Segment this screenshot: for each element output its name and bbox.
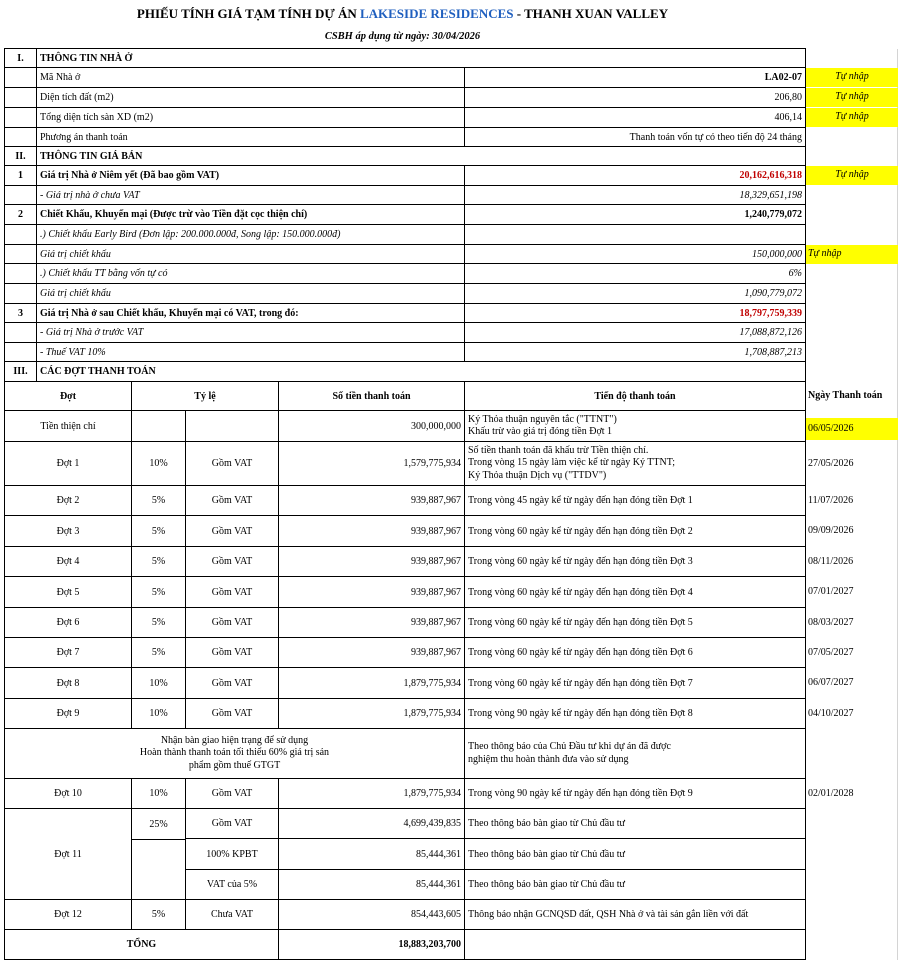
installment-label: Đợt 7 <box>5 638 132 668</box>
net-before-vat-value: 17,088,872,126 <box>465 323 806 343</box>
installment-progress: Trong vòng 60 ngày kể từ ngày đến hạn đóng tiền Đợt 3 <box>465 547 806 577</box>
installment-vat: Gồm VAT <box>186 638 279 668</box>
installment-amount: 85,444,361 <box>279 839 465 870</box>
installment-label: Đợt 5 <box>5 577 132 608</box>
early-bird-amount-value: 150,000,000 <box>465 245 806 264</box>
installment-amount: 1,879,775,934 <box>279 699 465 729</box>
net-before-vat-label: - Giá trị Nhà ở trước VAT <box>37 323 465 343</box>
header-progress: Tiến độ thanh toán <box>465 382 806 411</box>
early-bird-amount-label: Giá trị chiết khấu <box>37 245 465 264</box>
installment-amount: 939,887,967 <box>279 577 465 608</box>
installment-date: 09/09/2026 <box>808 525 854 537</box>
deposit-label: Tiền thiện chí <box>5 411 132 442</box>
input-tag: Tự nhập <box>806 68 898 87</box>
installment-date: 27/05/2026 <box>808 457 854 469</box>
unit-code-label: Mã Nhà ở <box>37 68 465 88</box>
self-fund-discount-rate: 6% <box>465 264 806 284</box>
input-tag: Tự nhập <box>806 108 898 127</box>
blank-cell <box>5 225 37 245</box>
price-excl-vat-value: 18,329,651,198 <box>465 186 806 205</box>
row-number: 3 <box>5 304 37 323</box>
deposit-progress-line: Khấu trừ vào giá trị đóng tiền Đợt 1 <box>468 426 613 437</box>
section-1-number: I. <box>5 49 37 68</box>
deposit-date: 06/05/2026 <box>806 418 898 440</box>
installment-date: 04/10/2027 <box>808 707 854 719</box>
installment-vat: Gồm VAT <box>186 442 279 486</box>
vat-value: 1,708,887,213 <box>465 343 806 362</box>
handover-condition <box>5 729 465 779</box>
input-tag: Tự nhập <box>806 88 898 107</box>
installment-vat: Chưa VAT <box>186 900 279 930</box>
installment-label: Đợt 10 <box>5 779 132 809</box>
deposit-progress-line: Ký Thỏa thuận nguyên tắc ("TTNT") <box>468 413 617 425</box>
installment-label: Đợt 2 <box>5 486 132 516</box>
discount-value: 1,240,779,072 <box>465 205 806 225</box>
installment-progress: Trong vòng 90 ngày kể từ ngày đến hạn đóng tiền Đợt 9 <box>465 779 806 809</box>
installment-vat: Gồm VAT <box>186 577 279 608</box>
installment-vat: Gồm VAT <box>186 779 279 809</box>
discount-label: Chiết Khấu, Khuyến mại (Được trừ vào Tiền đặt cọc thiện chí) <box>37 205 465 225</box>
installment-date: 07/01/2027 <box>808 586 854 598</box>
header-amount: Số tiền thanh toán <box>279 382 465 411</box>
section-1-heading: THÔNG TIN NHÀ Ở <box>37 49 806 68</box>
blank-cell <box>5 108 37 128</box>
blank-cell <box>5 264 37 284</box>
input-tag: Tự nhập <box>806 245 898 264</box>
installment-vat: Gồm VAT <box>186 608 279 638</box>
installment-pct: 10% <box>132 779 186 809</box>
blank-cell <box>465 225 806 245</box>
installment-vat: Gồm VAT <box>186 486 279 516</box>
installment-label: Đợt 9 <box>5 699 132 729</box>
installment-amount: 939,887,967 <box>279 516 465 547</box>
installment-vat: Gồm VAT <box>186 516 279 547</box>
installment-progress <box>465 442 806 486</box>
installment-vat: Gồm VAT <box>186 809 279 839</box>
installment-amount: 939,887,967 <box>279 486 465 516</box>
installment-pct: 5% <box>132 547 186 577</box>
progress-line: Số tiền thanh toán đã khấu trừ Tiền thiện chí. <box>468 444 649 456</box>
installment-progress: Thông báo nhận GCNQSD đất, QSH Nhà ở và tài sản gắn liền với đất <box>465 900 806 930</box>
land-area-label: Diện tích đất (m2) <box>37 88 465 108</box>
installment-amount: 939,887,967 <box>279 638 465 668</box>
handover-progress <box>465 729 806 779</box>
payment-plan-value: Thanh toán vốn tự có theo tiến độ 24 tháng <box>465 128 806 147</box>
row-number: 2 <box>5 205 37 225</box>
installment-label: Đợt 1 <box>5 442 132 486</box>
self-fund-discount-amount-value: 1,090,779,072 <box>465 284 806 304</box>
installment-progress: Trong vòng 60 ngày kể từ ngày đến hạn đóng tiền Đợt 4 <box>465 577 806 608</box>
installment-amount: 1,579,775,934 <box>279 442 465 486</box>
handover-line: Hoàn thành thanh toán tối thiểu 60% giá trị sản <box>139 747 330 759</box>
unit-code-value: LA02-07 <box>465 68 806 88</box>
installment-date: 11/07/2026 <box>808 494 854 506</box>
handover-line: Theo thông báo của Chủ Đầu tư khi dự án đã được <box>468 741 671 752</box>
installment-pct: 5% <box>132 900 186 930</box>
installment-pct: 5% <box>132 638 186 668</box>
blank-cell <box>5 128 37 147</box>
installment-date: 08/03/2027 <box>808 616 854 628</box>
installment-label: Đợt 12 <box>5 900 132 930</box>
input-tag: Tự nhập <box>806 166 898 185</box>
floor-area-label: Tổng diện tích sàn XD (m2) <box>37 108 465 128</box>
installment-progress: Trong vòng 60 ngày kể từ ngày đến hạn đóng tiền Đợt 7 <box>465 668 806 699</box>
land-area-value: 206,80 <box>465 88 806 108</box>
net-price-value: 18,797,759,339 <box>465 304 806 323</box>
progress-line: Ký Thỏa thuận Dịch vụ ("TTDV") <box>468 469 607 481</box>
self-fund-discount-label: .) Chiết khấu TT bằng vốn tự có <box>37 264 465 284</box>
installment-progress: Theo thông báo bàn giao từ Chủ đầu tư <box>465 870 806 900</box>
installment-amount: 939,887,967 <box>279 608 465 638</box>
installment-pct: 5% <box>132 577 186 608</box>
blank-cell <box>465 930 806 960</box>
self-fund-discount-amount-label: Giá trị chiết khấu <box>37 284 465 304</box>
installment-pct: 5% <box>132 516 186 547</box>
installment-pct: 5% <box>132 486 186 516</box>
blank-cell <box>132 411 186 442</box>
header-dot: Đợt <box>5 382 132 411</box>
blank-cell <box>5 323 37 343</box>
progress-line: Trong vòng 15 ngày làm việc kể từ ngày Ký TTNT; <box>468 457 676 469</box>
blank-cell <box>5 186 37 205</box>
installment-label: Đợt 3 <box>5 516 132 547</box>
header-ratio: Tỷ lệ <box>132 382 279 411</box>
blank-cell <box>5 68 37 88</box>
installment-amount: 4,699,439,835 <box>279 809 465 839</box>
list-price-value: 20,162,616,318 <box>465 166 806 186</box>
floor-area-value: 406,14 <box>465 108 806 128</box>
installment-label: Đợt 6 <box>5 608 132 638</box>
installment-amount: 1,879,775,934 <box>279 668 465 699</box>
section-2-number: II. <box>5 147 37 166</box>
blank-cell <box>5 284 37 304</box>
installment-vat: Gồm VAT <box>186 547 279 577</box>
handover-line: nghiệm thu hoàn thành đưa vào sử dụng <box>468 753 629 765</box>
price-excl-vat-label: - Giá trị nhà ở chưa VAT <box>37 186 465 205</box>
deposit-progress <box>465 411 806 442</box>
section-3-number: III. <box>5 362 37 382</box>
installment-label: Đợt 11 <box>5 809 132 900</box>
early-bird-label: .) Chiết khấu Early Bird (Đơn lập: 200.000.000đ, Song lập: 150.000.000đ) <box>37 225 465 245</box>
installment-pct: 10% <box>132 699 186 729</box>
installment-date: 08/11/2026 <box>808 555 854 567</box>
blank-cell <box>5 343 37 362</box>
installment-progress: Trong vòng 45 ngày kể từ ngày đến hạn đóng tiền Đợt 1 <box>465 486 806 516</box>
vat-label: - Thuế VAT 10% <box>37 343 465 362</box>
installment-vat: Gồm VAT <box>186 699 279 729</box>
section-2-heading: THÔNG TIN GIÁ BÁN <box>37 147 806 166</box>
installment-date: 07/05/2027 <box>808 646 854 658</box>
installment-date: 06/07/2027 <box>808 677 854 689</box>
installment-vat: Gồm VAT <box>186 668 279 699</box>
installment-label: Đợt 8 <box>5 668 132 699</box>
installment-vat: 100% KPBT <box>186 839 279 870</box>
row-number: 1 <box>5 166 37 186</box>
section-3-heading: CÁC ĐỢT THANH TOÁN <box>37 362 806 382</box>
handover-line: Nhận bàn giao hiện trạng để sử dụng <box>160 734 309 746</box>
installment-vat: VAT của 5% <box>186 870 279 900</box>
installment-progress: Theo thông báo bàn giao từ Chủ đầu tư <box>465 839 806 870</box>
blank-cell <box>132 839 186 900</box>
installment-progress: Trong vòng 90 ngày kể từ ngày đến hạn đóng tiền Đợt 8 <box>465 699 806 729</box>
installment-amount: 1,879,775,934 <box>279 779 465 809</box>
installment-progress: Trong vòng 60 ngày kể từ ngày đến hạn đóng tiền Đợt 6 <box>465 638 806 668</box>
blank-cell <box>5 245 37 264</box>
deposit-amount: 300,000,000 <box>279 411 465 442</box>
installment-pct: 25% <box>132 809 186 839</box>
blank-cell <box>186 411 279 442</box>
installment-amount: 854,443,605 <box>279 900 465 930</box>
document-title: PHIẾU TÍNH GIÁ TẠM TÍNH DỰ ÁN LAKESIDE RESIDENCES - THANH XUAN VALLEY <box>136 6 669 21</box>
net-price-label: Giá trị Nhà ở sau Chiết khấu, Khuyến mại có VAT, trong đó: <box>37 304 465 323</box>
installment-amount: 85,444,361 <box>279 870 465 900</box>
installment-pct: 10% <box>132 668 186 699</box>
payment-plan-label: Phương án thanh toán <box>37 128 465 147</box>
installment-progress: Theo thông báo bàn giao từ Chủ đầu tư <box>465 809 806 839</box>
handover-line: phẩm gồm thuế GTGT <box>188 759 281 771</box>
installment-progress: Trong vòng 60 ngày kể từ ngày đến hạn đóng tiền Đợt 2 <box>465 516 806 547</box>
list-price-label: Giá trị Nhà ở Niêm yết (Đã bao gồm VAT) <box>37 166 465 186</box>
blank-cell <box>5 88 37 108</box>
installment-amount: 939,887,967 <box>279 547 465 577</box>
installment-label: Đợt 4 <box>5 547 132 577</box>
installment-pct: 10% <box>132 442 186 486</box>
installment-progress: Trong vòng 60 ngày kể từ ngày đến hạn đóng tiền Đợt 5 <box>465 608 806 638</box>
installment-pct: 5% <box>132 608 186 638</box>
header-date: Ngày Thanh toán <box>808 390 883 402</box>
policy-date: CSBH áp dụng từ ngày: 30/04/2026 <box>324 31 481 42</box>
total-amount: 18,883,203,700 <box>279 930 465 960</box>
total-label: TỔNG <box>5 930 279 960</box>
installment-date: 02/01/2028 <box>808 787 854 799</box>
